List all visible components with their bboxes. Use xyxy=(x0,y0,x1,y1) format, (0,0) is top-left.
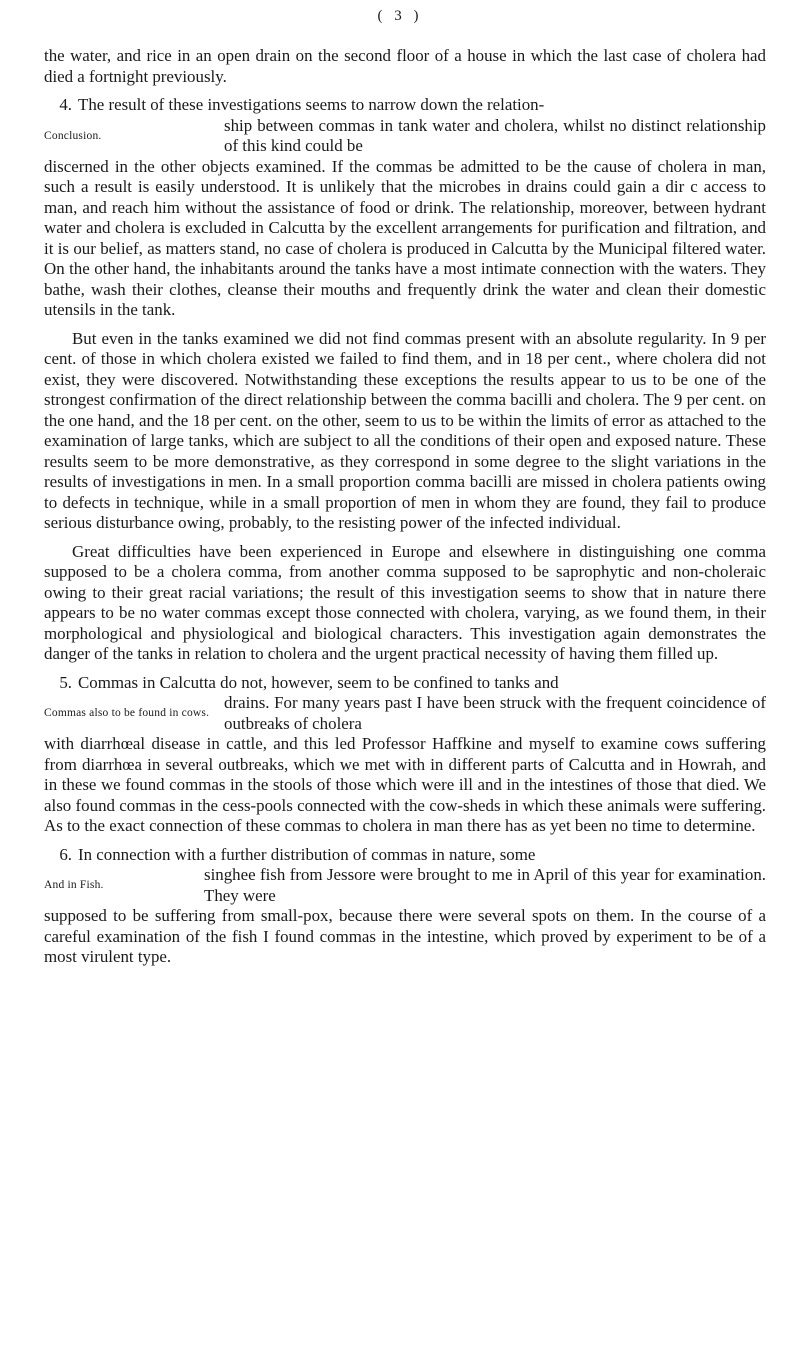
section-number: 6. xyxy=(59,844,72,864)
section-number: 4. xyxy=(59,95,72,114)
section-body: with diarrhœal disease in cattle, and this led Professor Haffkine and myself to examine cows suffering from diarrhœa in several outbreaks, which we met with in different parts of Calcutta and in Howrah, and in these we found commas in the stools of those which were ill and in the intestines of those that died. We also found commas in the cess-pools connected with the cow-sheds in which these animals were suffering. As to the exact connection of these commas to cholera in man there has as yet been no time to determine. xyxy=(44,734,766,835)
margin-note: And in Fish. xyxy=(44,879,104,891)
section-body: supposed to be suffering from small-pox, because there were several spots on them. In the course of a careful examination of the fish I found commas in the intestine, which proved by experiment to be of a most virulent type. xyxy=(44,906,766,966)
section-first-line: The result of these investigations seems to narrow down the relation- xyxy=(78,95,545,114)
section-6 xyxy=(44,845,766,968)
margin-note: Commas also to be found in cows. xyxy=(44,707,210,719)
paragraph-intro: the water, and rice in an open drain on the second floor of a house in which the last case of cholera had died a fortnight previously. xyxy=(44,46,766,86)
section-number: 5. xyxy=(59,672,72,692)
section-4 xyxy=(44,95,766,321)
section-first-line: Commas in Calcutta do not, however, seem to be confined to tanks and xyxy=(78,672,559,692)
section-side-text: drains. For many years past I have been struck with the frequent coincidence of outbreaks of cholera xyxy=(224,693,766,733)
section-body: discerned in the other objects examined. If the commas be admitted to be the cause of cholera in man, such a result is easily understood. It is unlikely that the microbes in drains could gain a dir c access to man, and reach him without the assistance of food or drink. The relationship, moreover, between hydrant water and cholera is excluded in Calcutta by the excellent arrangements for purification and filtration, and it is our belief, as matters stand, no case of cholera is produced in Calcutta by the Municipal filtered water. On the other hand, the inhabitants around the tanks have a most intimate connection with the waters. They bathe, wash their clothes, cleanse their mouths and frequently drink the water and clean their domestic utensils in the tank. xyxy=(44,156,766,319)
section-5 xyxy=(44,673,766,837)
margin-note: Conclusion. xyxy=(44,129,102,142)
paragraph-great: Great difficulties have been experienced in Europe and elsewhere in distinguishing one comma supposed to be a cholera comma, from another comma supposed to be saprophytic and non-choleraic owing to their great racial variations; the result of this investigation seems to show that in nature there appears to be no water commas except those connected with cholera, varying, as we found them, in their morphological and physiological and biological characters. This investigation again demonstrates the danger of the tanks in relation to cholera and the urgent practical necessity of having them filled up. xyxy=(44,541,766,663)
paragraph-but: But even in the tanks examined we did not find commas present with an absolute regularity. In 9 per cent. of those in which cholera existed we failed to find them, and in 18 per cent., where cholera did not exist, they were discovered. Notwithstanding these exceptions the results appear to us to be one of the strongest confirmation of the direct relationship between the comma bacilli and cholera. The 9 per cent. on the one hand, and the 18 per cent. on the other, seem to us to be within the limits of error as attached to the examination of large tanks, which are subject to all the conditions of their open and exposed nature. These results seem to be more demonstrative, as they correspond in some degree to the slight variations in the results of investigations in men. In a small proportion comma bacilli are missed in cholera patients owing to defects in technique, while in a small proportion of men in whom they are found, they fail to produce serious disturbance owing, probably, to the resisting power of the infected individual. xyxy=(44,328,766,532)
section-first-line: In connection with a further distribution of commas in nature, some xyxy=(78,844,536,864)
section-side-text: singhee fish from Jessore were brought to me in April of this year for examination. They were xyxy=(204,865,766,905)
document-body xyxy=(44,46,766,976)
page-number: ( 3 ) xyxy=(377,8,423,24)
section-side-text: ship between commas in tank water and cholera, whilst no distinct relationship of this kind could be xyxy=(224,115,766,155)
